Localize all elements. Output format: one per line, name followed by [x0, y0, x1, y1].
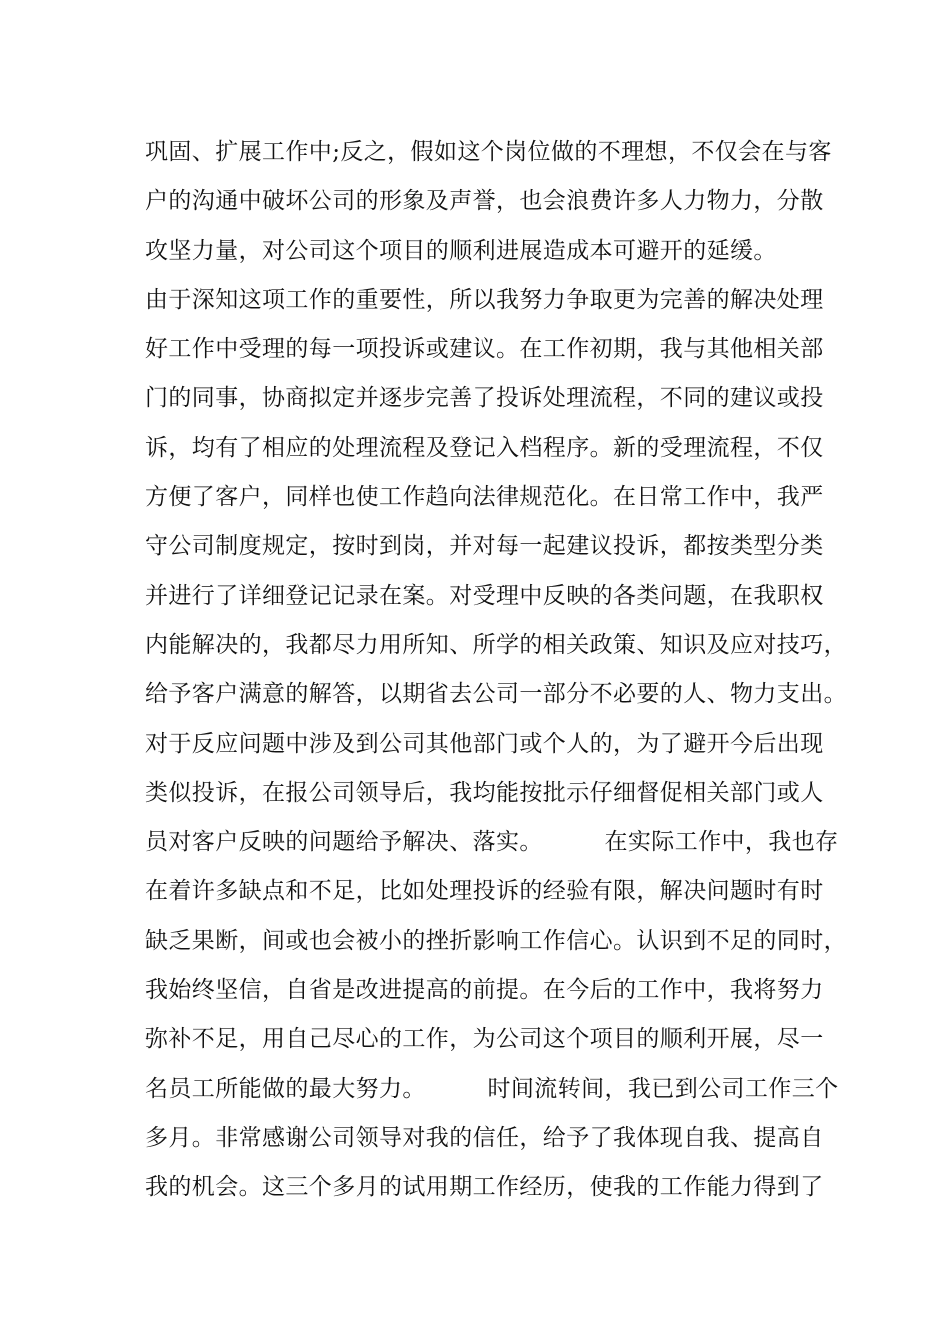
text-line: 弥补不足，用自己尽心的工作，为公司这个项目的顺利开展，尽一 [145, 1026, 824, 1053]
text-line: 缺乏果断，间或也会被小的挫折影响工作信心。认识到不足的同时， [145, 927, 847, 954]
text-line: 给予客户满意的解答，以期省去公司一部分不必要的人、物力支出。 [145, 681, 847, 708]
text-line: 名员工所能做的最大努力。 时间流转间，我已到公司工作三个 [145, 1075, 839, 1102]
text-line: 守公司制度规定，按时到岗，并对每一起建议投诉，都按类型分类 [145, 533, 824, 560]
text-line: 多月。非常感谢公司领导对我的信任，给予了我体现自我、提高自 [145, 1124, 824, 1151]
text-line: 我始终坚信，自省是改进提高的前提。在今后的工作中，我将努力 [145, 977, 824, 1004]
text-line: 在着许多缺点和不足，比如处理投诉的经验有限，解决问题时有时 [145, 878, 824, 905]
text-line: 巩固、扩展工作中;反之，假如这个岗位做的不理想，不仅会在与客 [145, 139, 832, 165]
text-line: 户的沟通中破坏公司的形象及声誉，也会浪费许多人力物力，分散 [145, 188, 824, 215]
text-line: 员对客户反映的问题给予解决、落实。 在实际工作中，我也存 [145, 829, 839, 856]
text-line: 由于深知这项工作的重要性，所以我努力争取更为完善的解决处理 [145, 286, 824, 313]
text-line: 诉，均有了相应的处理流程及登记入档程序。新的受理流程，不仅 [145, 434, 824, 461]
text-line: 并进行了详细登记记录在案。对受理中反映的各类问题，在我职权 [145, 582, 824, 609]
body-text [145, 128, 847, 1213]
text-line: 门的同事，协商拟定并逐步完善了投诉处理流程，不同的建议或投 [145, 385, 824, 412]
text-line: 内能解决的，我都尽力用所知、所学的相关政策、知识及应对技巧， [145, 631, 847, 658]
text-line: 方便了客户，同样也使工作趋向法律规范化。在日常工作中，我严 [145, 484, 824, 511]
text-line: 类似投诉，在报公司领导后，我均能按批示仔细督促相关部门或人 [145, 779, 824, 806]
text-line: 我的机会。这三个多月的试用期工作经历，使我的工作能力得到了 [145, 1174, 824, 1201]
text-line: 对于反应问题中涉及到公司其他部门或个人的，为了避开今后出现 [145, 730, 824, 757]
text-line: 好工作中受理的每一项投诉或建议。在工作初期，我与其他相关部 [145, 336, 824, 363]
text-line: 攻坚力量，对公司这个项目的顺利进展造成本可避开的延缓。 [145, 237, 777, 264]
